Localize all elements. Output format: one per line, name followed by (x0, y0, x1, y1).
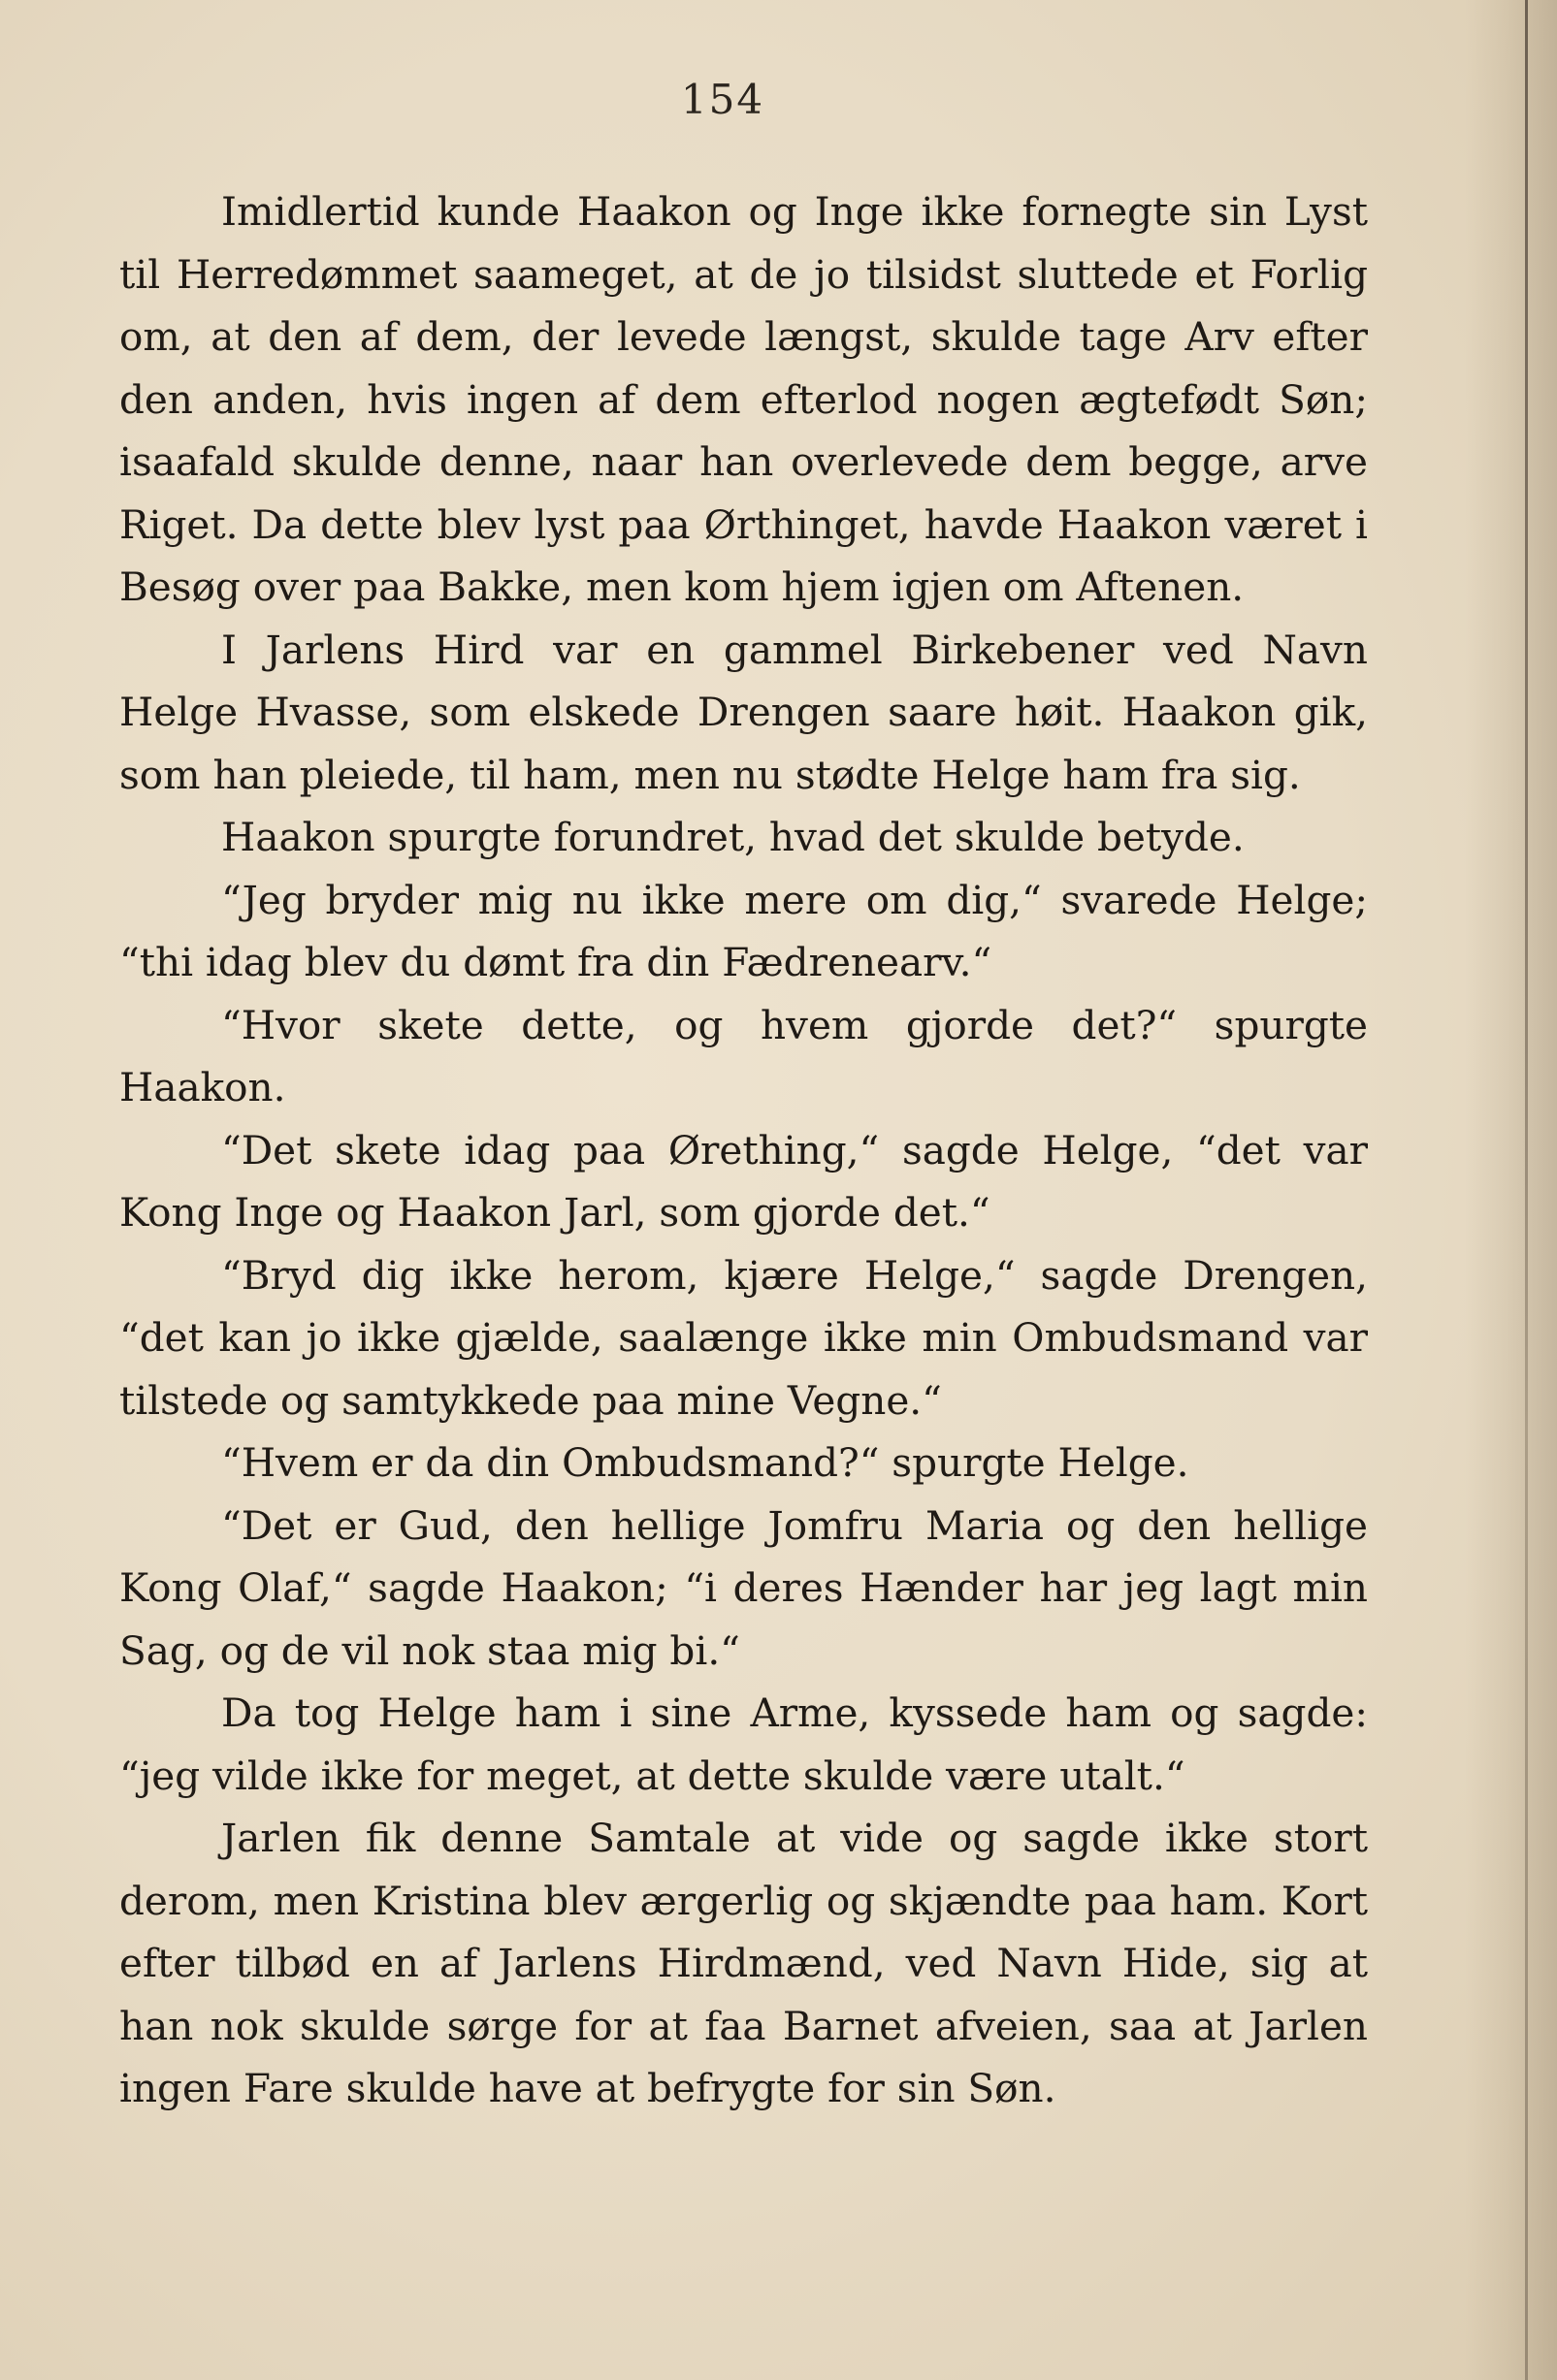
paragraph: “Det skete idag paa Ørething,“ sagde Helge, “det var Kong Inge og Haakon Jarl, som gjorde det.“ (119, 1126, 1368, 1236)
paragraph: Da tog Helge ham i sine Arme, kyssede ham og sagde: “jeg vilde ikke for meget, at dette skulde være utalt.“ (119, 1689, 1368, 1799)
page-gutter-shadow (1465, 0, 1557, 2380)
paragraph: “Jeg bryder mig nu ikke mere om dig,“ svarede Helge; “thi idag blev du dømt fra din Fædrenearv.“ (119, 876, 1368, 985)
paragraph: “Hvor skete dette, og hvem gjorde det?“ spurgte Haakon. (119, 1001, 1368, 1110)
page-number: 154 (680, 76, 765, 123)
paragraph: “Bryd dig ikke herom, kjære Helge,“ sagde Drengen, “det kan jo ikke gjælde, saalænge ikke min Ombudsmand var tilstede og samtykkede paa mine Vegne.“ (119, 1251, 1368, 1424)
body-text (119, 180, 1368, 2120)
paragraph: Jarlen fik denne Samtale at vide og sagde ikke stort derom, men Kristina blev ærgerlig og skjændte paa ham. Kort efter tilbød en af Jarlens Hirdmænd, ved Navn Hide, sig at han nok skulde sørge for at faa Barnet afveien, saa at Jarlen ingen Fare skulde have at befrygte for sin Søn. (119, 1815, 1368, 2111)
paragraph: “Hvem er da din Ombudsmand?“ spurgte Helge. (221, 1439, 1189, 1486)
page-fold-line (1525, 0, 1528, 2380)
paragraph: Imidlertid kunde Haakon og Inge ikke fornegte sin Lyst til Herredømmet saameget, at de jo tilsidst sluttede et Forlig om, at den af dem, der levede længst, skulde tage Arv efter den anden, hvis ingen af dem efterlod nogen ægtefødt Søn; isaafald skulde denne, naar han overlevede dem begge, arve Riget. Da dette blev lyst paa Ørthinget, havde Haakon været i Besøg over paa Bakke, men kom hjem igjen om Aftenen. (119, 188, 1368, 610)
paragraph: Haakon spurgte forundret, hvad det skulde betyde. (221, 814, 1245, 860)
paragraph: I Jarlens Hird var en gammel Birkebener ved Navn Helge Hvasse, som elskede Drengen saare høit. Haakon gik, som han pleiede, til ham, men nu stødte Helge ham fra sig. (119, 626, 1368, 798)
paragraph: “Det er Gud, den hellige Jomfru Maria og den hellige Kong Olaf,“ sagde Haakon; “i deres Hænder har jeg lagt min Sag, og de vil nok staa mig bi.“ (119, 1501, 1368, 1674)
